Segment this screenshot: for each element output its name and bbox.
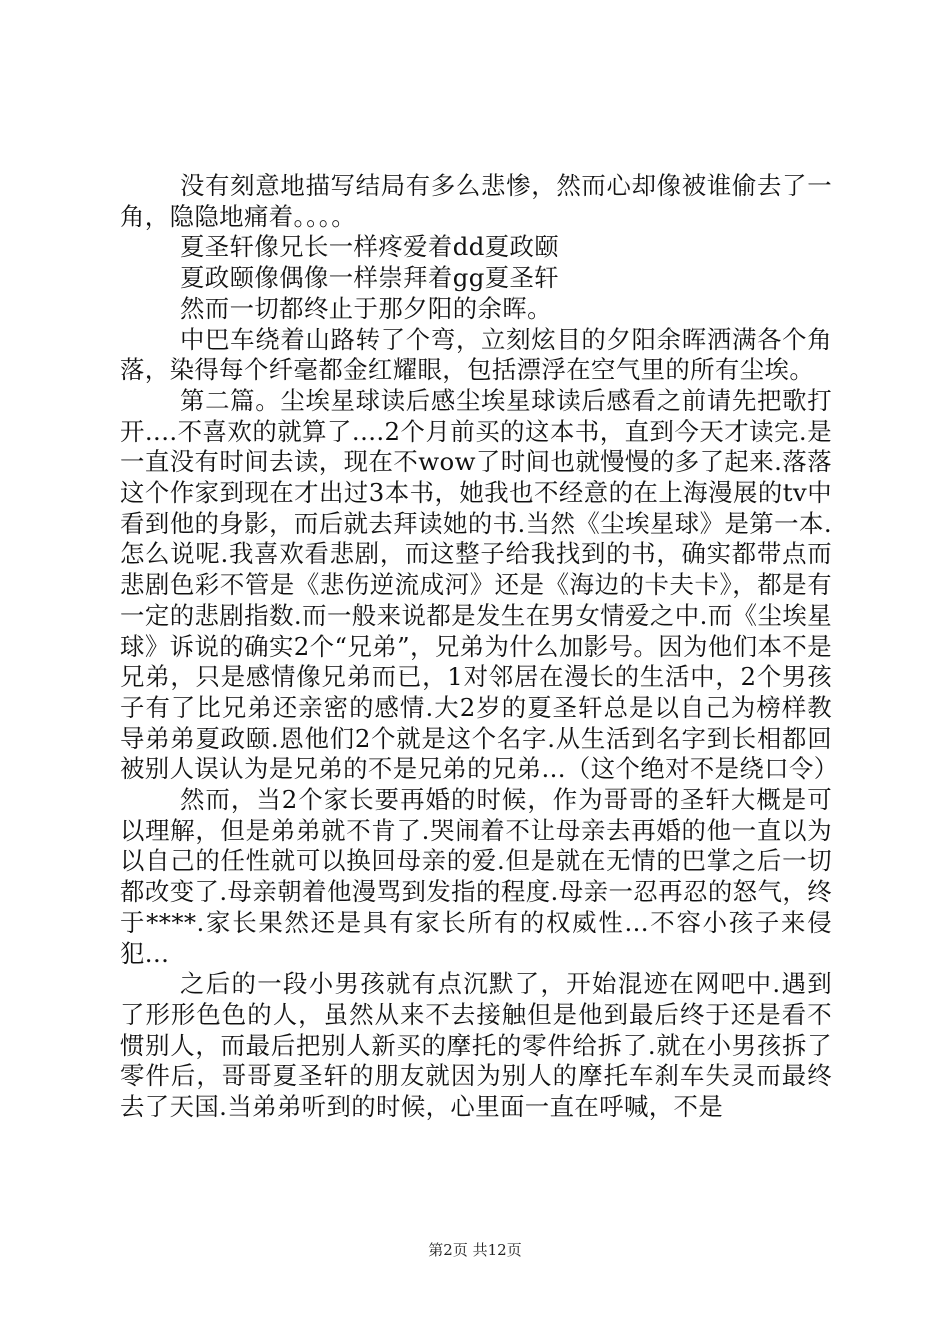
paragraph: 夏圣轩像兄长一样疼爱着dd夏政颐 xyxy=(180,232,560,262)
page-number-footer: 第2页 共12页 xyxy=(428,1241,522,1259)
paragraph: 然而，当2个家长要再婚的时候，作为哥哥的圣轩大概是可以理解，但是弟弟就不肯了.哭闹着不让母亲去再婚的他一直以为以自己的任性就可以换回母亲的爱.但是就在无情的巴掌之后一切都改变了.母亲朝着他漫骂到发指的程度.母亲一忍再忍的怒气，终于****.家长果然还是具有家长所有的权威性...不容小孩子来侵犯... xyxy=(120,785,832,968)
document-body xyxy=(120,171,839,1123)
paragraph: 夏政颐像偶像一样崇拜着gg夏圣轩 xyxy=(180,263,560,293)
paragraph: 没有刻意地描写结局有多么悲惨，然而心却像被谁偷去了一角，隐隐地痛着。。。。 xyxy=(120,171,832,231)
paragraph: 第二篇。尘埃星球读后感尘埃星球读后感看之前请先把歌打开....不喜欢的就算了....2个月前买的这本书，直到今天才读完.是一直没有时间去读，现在不wow了时间也就慢慢的多了起来.落落这个作家到现在才出过3本书，她我也不经意的在上海漫展的tv中看到他的身影，而后就去拜读她的书.当然《尘埃星球》是第一本.怎么说呢.我喜欢看悲剧，而这整子给我找到的书，确实都带点而悲剧色彩不管是《悲伤逆流成河》还是《海边的卡夫卡》，都是有一定的悲剧指数.而一般来说都是发生在男女情爱之中.而《尘埃星球》诉说的确实2个“兄弟”，兄弟为什么加影号。因为他们本不是兄弟，只是感情像兄弟而已，1对邻居在漫长的生活中，2个男孩子有了比兄弟还亲密的感情.大2岁的夏圣轩总是以自己为榜样教导弟弟夏政颐.恩他们2个就是这个名字.从生活到名字到长相都回被别人误认为是兄弟的不是兄弟的兄弟...（这个绝对不是绕口令） xyxy=(120,385,839,784)
paragraph: 然而一切都终止于那夕阳的余晖。 xyxy=(180,293,552,323)
paragraph: 中巴车绕着山路转了个弯，立刻炫目的夕阳余晖洒满各个角落，染得每个纤毫都金红耀眼，包括漂浮在空气里的所有尘埃。 xyxy=(120,324,832,385)
paragraph: 之后的一段小男孩就有点沉默了，开始混迹在网吧中.遇到了形形色色的人，虽然从来不去接触但是他到最后终于还是看不惯别人，而最后把别人新买的摩托的零件给拆了.就在小男孩拆了零件后，哥哥夏圣轩的朋友就因为别人的摩托车刹车失灵而最终去了天国.当弟弟听到的时候，心里面一直在呼喊，不是 xyxy=(120,969,832,1122)
